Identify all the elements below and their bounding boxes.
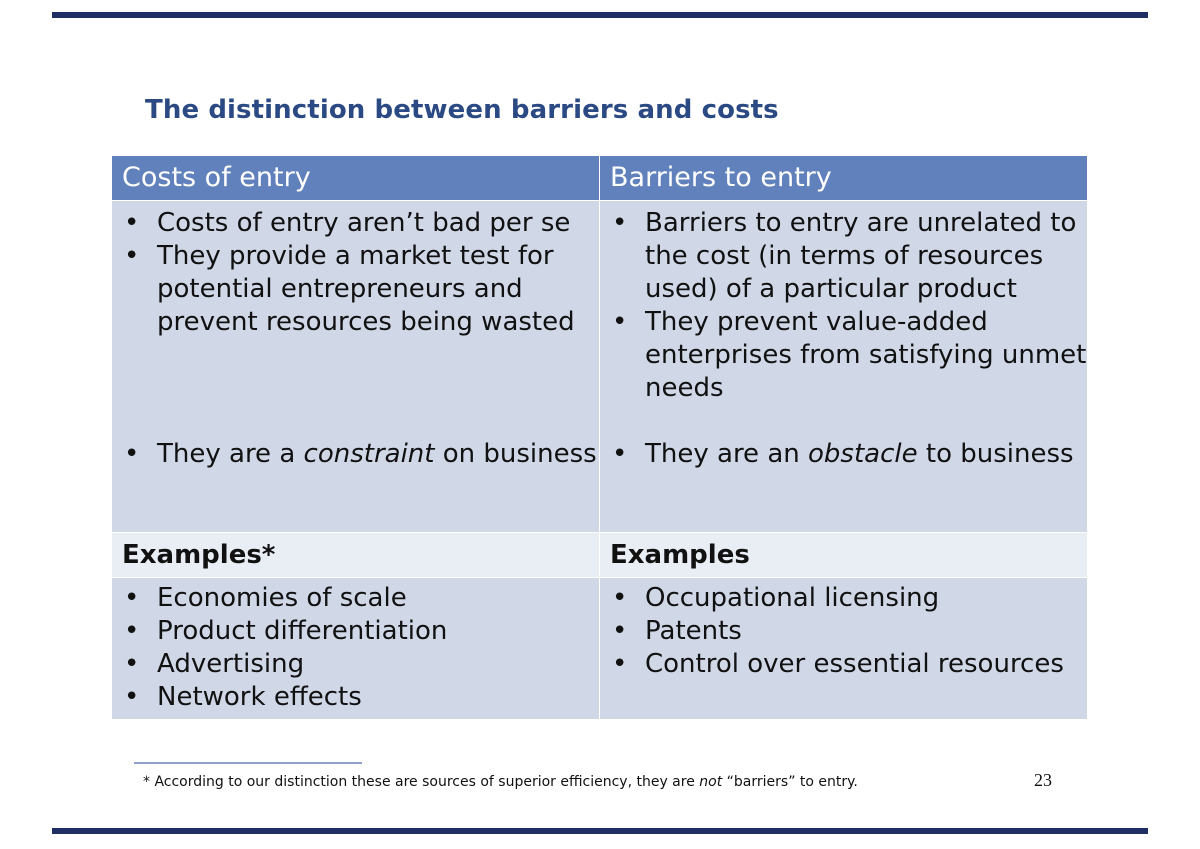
summary-text: on business bbox=[434, 439, 597, 469]
examples-right-cell bbox=[600, 578, 1087, 719]
list-item-summary bbox=[610, 438, 1087, 471]
list-item: • Product differentiation bbox=[122, 615, 599, 648]
examples-header-right: Examples bbox=[600, 533, 1087, 577]
list-item: • Control over essential resources bbox=[610, 648, 1087, 681]
bullet-line: enterprises from satisfying unmet bbox=[645, 340, 1087, 370]
footnote-emphasis: not bbox=[699, 774, 723, 790]
list-item: • Occupational licensing bbox=[610, 582, 1087, 615]
summary-text: They are a bbox=[157, 439, 304, 469]
header-costs-of-entry: Costs of entry bbox=[112, 156, 599, 200]
examples-right-list bbox=[610, 582, 1087, 681]
bullet-line: needs bbox=[645, 373, 724, 403]
list-item: • Network effects bbox=[122, 681, 599, 714]
bullet-line: Costs of entry aren’t bad per se bbox=[157, 208, 571, 238]
examples-header-left: Examples* bbox=[112, 533, 599, 577]
page-number: 23 bbox=[1034, 770, 1052, 790]
summary-text: They are an bbox=[645, 439, 808, 469]
examples-left-list bbox=[122, 582, 599, 714]
bullet-line: prevent resources being wasted bbox=[157, 307, 575, 337]
summary-emphasis: obstacle bbox=[808, 439, 918, 469]
barriers-bullet-list bbox=[610, 207, 1087, 471]
footnote-separator bbox=[134, 762, 362, 764]
list-item bbox=[610, 306, 1087, 405]
list-item bbox=[122, 207, 599, 240]
barriers-body-cell bbox=[600, 201, 1087, 532]
list-item: • Patents bbox=[610, 615, 1087, 648]
footnote-text: * According to our distinction these are sources of superior efficiency, they are bbox=[143, 774, 700, 790]
list-item bbox=[610, 207, 1087, 306]
costs-bullet-list bbox=[122, 207, 599, 471]
bullet-line: used) of a particular product bbox=[645, 274, 1017, 304]
header-barriers-to-entry: Barriers to entry bbox=[600, 156, 1087, 200]
list-item-summary bbox=[122, 438, 599, 471]
top-rule bbox=[52, 12, 1148, 18]
bullet-line: potential entrepreneurs and bbox=[157, 274, 523, 304]
footnote bbox=[143, 774, 858, 790]
list-item: • Economies of scale bbox=[122, 582, 599, 615]
bullet-line: Barriers to entry are unrelated to bbox=[645, 208, 1077, 238]
list-item bbox=[122, 240, 599, 339]
footnote-text: “barriers” to entry. bbox=[722, 774, 858, 790]
examples-left-cell bbox=[112, 578, 599, 719]
list-item: • Advertising bbox=[122, 648, 599, 681]
costs-body-cell bbox=[112, 201, 599, 532]
bullet-line: They prevent value-added bbox=[645, 307, 988, 337]
summary-emphasis: constraint bbox=[303, 439, 435, 469]
slide-title: The distinction between barriers and costs bbox=[145, 95, 779, 125]
bullet-line: the cost (in terms of resources bbox=[645, 241, 1044, 271]
summary-text: to business bbox=[917, 439, 1074, 469]
bottom-rule bbox=[52, 828, 1148, 834]
bullet-line: They provide a market test for bbox=[157, 241, 554, 271]
